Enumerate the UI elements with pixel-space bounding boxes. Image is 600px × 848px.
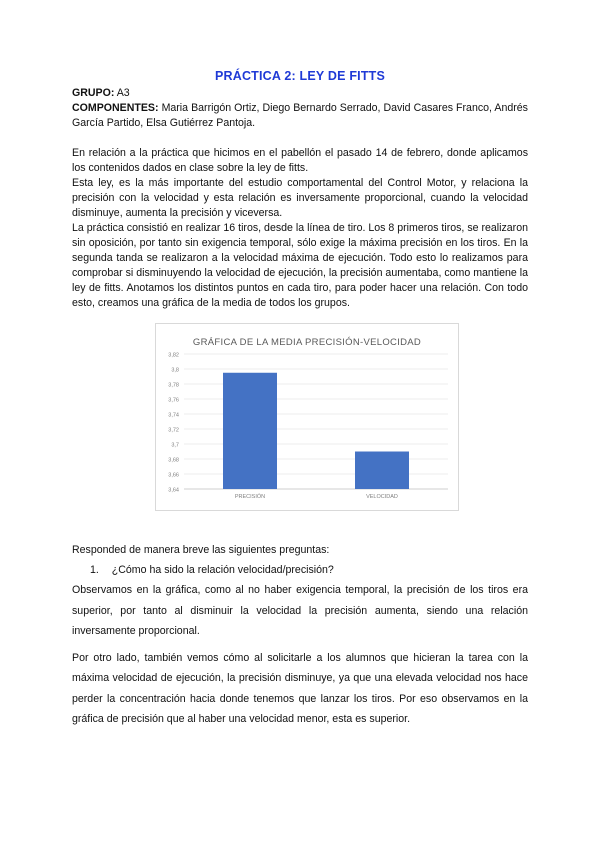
x-tick-label: VELOCIDAD: [366, 494, 398, 500]
grupo-label: GRUPO:: [72, 87, 115, 99]
questions-intro: Responded de manera breve las siguientes preguntas:: [72, 544, 330, 556]
y-tick-label: 3,82: [168, 352, 179, 359]
y-tick-label: 3,68: [168, 457, 179, 464]
answer-section: [72, 580, 528, 730]
y-tick-label: 3,7: [171, 442, 179, 449]
componentes-paragraph: [72, 101, 528, 131]
chart-title: GRÁFICA DE LA MEDIA PRECISIÓN-VELOCIDAD: [192, 337, 422, 348]
intro-section: [72, 146, 528, 311]
question-1-text: ¿Cómo ha sido la relación velocidad/precisión?: [111, 564, 334, 576]
intro-paragraph-1: En relación a la práctica que hicimos en el pabellón el pasado 14 de febrero, donde aplicamos los contenidos dados en clase sobre la ley de fitts.: [72, 147, 528, 174]
intro-paragraph-2: Esta ley, es la más importante del estudio comportamental del Control Motor, y relaciona la precisión con la velocidad y esta relación es inversamente proporcional, cuando la velocidad disminuye, aumenta la precisión y viceversa.: [72, 177, 528, 219]
bar-precisión: [223, 373, 277, 489]
answer-paragraph-2: Por otro lado, también vemos cómo al solicitarle a los alumnos que hicieran la tarea con la máxima velocidad de ejecución, la precisión disminuye, ya que una elevada velocidad nos hace perder la concentración hacia donde tenemos que lanzar los tiros. Por eso observamos en la gráfica de precisión que al haber una velocidad menor, esta es superior.: [72, 651, 528, 725]
y-tick-label: 3,74: [168, 412, 179, 419]
grupo-value: A3: [116, 87, 130, 99]
group-line: [72, 86, 528, 101]
y-tick-label: 3,64: [168, 487, 179, 494]
y-tick-label: 3,76: [168, 397, 179, 404]
question-1-number: 1.: [90, 564, 99, 576]
intro-paragraph-3: La práctica consistió en realizar 16 tiros, desde la línea de tiro. Los 8 primeros tiros, se realizaron sin oposición, por tanto sin exigencia temporal, sólo exige la máxima precisión en los tiros. En la segunda tanda se realizaron a la velocidad máxima de ejecución. Todo esto lo realizamos para comprobar si disminuyendo la velocidad de ejecución, la precisión aumentaba, como mantiene la ley de fitts. Anotamos los distintos puntos en cada tiro, para poder hacer una relación. Con todo esto, creamos una gráfica de la media de todos los grupos.: [72, 222, 528, 309]
question-1: [90, 563, 334, 578]
componentes-value: Maria Barrigón Ortiz, Diego Bernardo Serrado, David Casares Franco, Andrés García Partido, Elsa Gutiérrez Pantoja.: [72, 102, 528, 129]
page-title: PRÁCTICA 2: LEY DE FITTS: [214, 69, 386, 83]
x-tick-label: PRECISIÓN: [234, 494, 266, 500]
bar-velocidad: [355, 452, 409, 490]
answer-paragraph-1: Observamos en la gráfica, como al no haber exigencia temporal, la precisión de los tiros era superior, por tanto al disminuir la velocidad la precisión aumenta, siendo una relación inversamente proporcional.: [72, 584, 528, 637]
y-tick-label: 3,78: [168, 382, 179, 389]
componentes-label: COMPONENTES:: [72, 102, 159, 114]
y-tick-label: 3,72: [168, 427, 179, 434]
bar-chart: [155, 323, 459, 511]
bar-chart-svg: [156, 324, 458, 510]
y-tick-label: 3,66: [168, 472, 179, 479]
y-tick-label: 3,8: [171, 367, 179, 374]
